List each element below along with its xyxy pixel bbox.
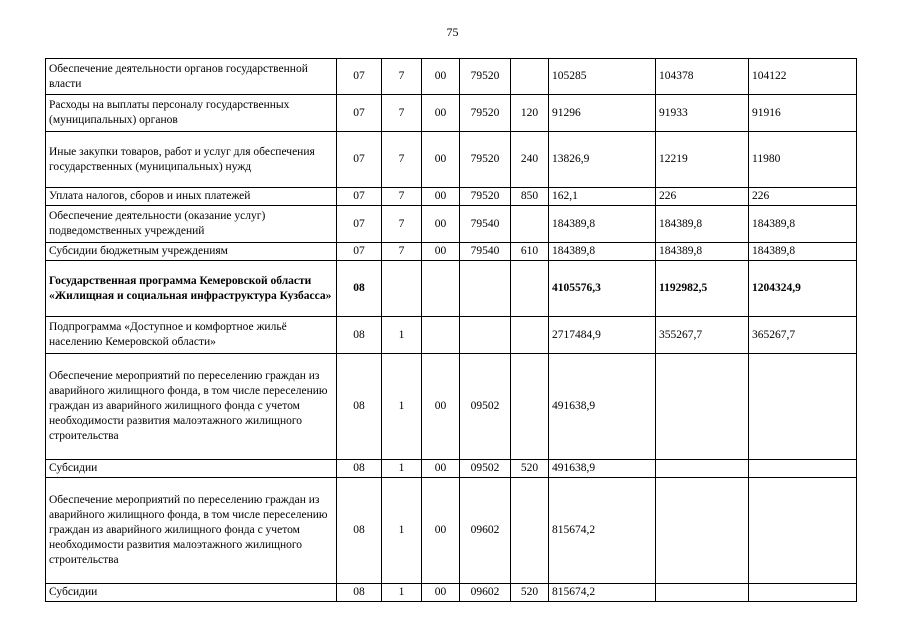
row-section: 07 bbox=[337, 243, 382, 261]
row-target-code: 09502 bbox=[460, 354, 511, 460]
row-section: 07 bbox=[337, 188, 382, 206]
row-program-code: 00 bbox=[422, 132, 460, 188]
table-row bbox=[46, 460, 857, 478]
row-target-code: 79540 bbox=[460, 243, 511, 261]
row-subsection: 7 bbox=[382, 132, 422, 188]
row-section: 07 bbox=[337, 59, 382, 95]
table-row bbox=[46, 354, 857, 460]
table-row bbox=[46, 317, 857, 354]
row-name: Обеспечение деятельности органов государственной власти bbox=[46, 59, 337, 95]
row-value-1: 2717484,9 bbox=[549, 317, 656, 354]
row-expense-type bbox=[511, 478, 549, 584]
row-value-3: 184389,8 bbox=[749, 206, 857, 243]
table-row bbox=[46, 243, 857, 261]
row-target-code bbox=[460, 261, 511, 317]
row-subsection: 1 bbox=[382, 478, 422, 584]
row-target-code: 79540 bbox=[460, 206, 511, 243]
row-name: Субсидии bbox=[46, 584, 337, 602]
row-name: Субсидии bbox=[46, 460, 337, 478]
row-section: 07 bbox=[337, 206, 382, 243]
row-expense-type: 610 bbox=[511, 243, 549, 261]
row-value-2 bbox=[656, 460, 749, 478]
row-value-3: 184389,8 bbox=[749, 243, 857, 261]
row-expense-type bbox=[511, 354, 549, 460]
row-expense-type: 520 bbox=[511, 460, 549, 478]
row-value-1: 105285 bbox=[549, 59, 656, 95]
row-expense-type: 850 bbox=[511, 188, 549, 206]
row-program-code: 00 bbox=[422, 354, 460, 460]
row-value-1: 4105576,3 bbox=[549, 261, 656, 317]
row-expense-type bbox=[511, 261, 549, 317]
row-value-1: 184389,8 bbox=[549, 206, 656, 243]
row-value-2 bbox=[656, 354, 749, 460]
table-row bbox=[46, 95, 857, 132]
row-name: Государственная программа Кемеровской области «Жилищная и социальная инфраструктура Кузбасса» bbox=[46, 261, 337, 317]
row-name: Субсидии бюджетным учреждениям bbox=[46, 243, 337, 261]
row-value-3: 1204324,9 bbox=[749, 261, 857, 317]
row-name: Уплата налогов, сборов и иных платежей bbox=[46, 188, 337, 206]
row-name: Обеспечение мероприятий по переселению граждан из аварийного жилищного фонда, в том числе переселению граждан из аварийного жилищного фонда с учетом необходимости развития малоэтажного жилищного строительства bbox=[46, 354, 337, 460]
row-expense-type: 520 bbox=[511, 584, 549, 602]
row-value-3: 104122 bbox=[749, 59, 857, 95]
row-target-code: 09602 bbox=[460, 478, 511, 584]
row-value-3 bbox=[749, 460, 857, 478]
row-value-1: 491638,9 bbox=[549, 460, 656, 478]
row-value-2: 104378 bbox=[656, 59, 749, 95]
row-expense-type bbox=[511, 317, 549, 354]
row-expense-type: 240 bbox=[511, 132, 549, 188]
row-value-1: 184389,8 bbox=[549, 243, 656, 261]
row-section: 08 bbox=[337, 261, 382, 317]
row-value-2: 1192982,5 bbox=[656, 261, 749, 317]
row-target-code: 09502 bbox=[460, 460, 511, 478]
row-subsection: 1 bbox=[382, 317, 422, 354]
row-program-code: 00 bbox=[422, 206, 460, 243]
row-program-code: 00 bbox=[422, 584, 460, 602]
row-program-code bbox=[422, 261, 460, 317]
row-value-2 bbox=[656, 584, 749, 602]
row-subsection: 7 bbox=[382, 243, 422, 261]
row-value-3: 91916 bbox=[749, 95, 857, 132]
row-subsection: 7 bbox=[382, 59, 422, 95]
row-program-code: 00 bbox=[422, 478, 460, 584]
table-row bbox=[46, 261, 857, 317]
row-name: Обеспечение мероприятий по переселению граждан из аварийного жилищного фонда, в том числе переселению граждан из аварийного жилищного фонда с учетом необходимости развития малоэтажного жилищного строительства bbox=[46, 478, 337, 584]
row-program-code bbox=[422, 317, 460, 354]
table-row bbox=[46, 59, 857, 95]
row-value-2: 184389,8 bbox=[656, 243, 749, 261]
row-subsection: 7 bbox=[382, 206, 422, 243]
row-name: Подпрограмма «Доступное и комфортное жильё населению Кемеровской области» bbox=[46, 317, 337, 354]
row-target-code: 79520 bbox=[460, 59, 511, 95]
row-value-1: 162,1 bbox=[549, 188, 656, 206]
row-subsection: 1 bbox=[382, 460, 422, 478]
row-subsection: 7 bbox=[382, 95, 422, 132]
row-name: Обеспечение деятельности (оказание услуг) подведомственных учреждений bbox=[46, 206, 337, 243]
table-row bbox=[46, 478, 857, 584]
row-target-code bbox=[460, 317, 511, 354]
row-value-2: 12219 bbox=[656, 132, 749, 188]
row-subsection: 7 bbox=[382, 188, 422, 206]
row-value-1: 815674,2 bbox=[549, 478, 656, 584]
row-section: 07 bbox=[337, 95, 382, 132]
row-value-1: 491638,9 bbox=[549, 354, 656, 460]
table-row bbox=[46, 206, 857, 243]
page-number: 75 bbox=[446, 25, 459, 39]
row-expense-type bbox=[511, 206, 549, 243]
row-section: 08 bbox=[337, 478, 382, 584]
row-program-code: 00 bbox=[422, 59, 460, 95]
row-section: 08 bbox=[337, 584, 382, 602]
row-section: 08 bbox=[337, 317, 382, 354]
row-program-code: 00 bbox=[422, 460, 460, 478]
row-program-code: 00 bbox=[422, 95, 460, 132]
row-name: Расходы на выплаты персоналу государственных (муниципальных) органов bbox=[46, 95, 337, 132]
row-value-2: 226 bbox=[656, 188, 749, 206]
row-value-3: 11980 bbox=[749, 132, 857, 188]
row-name: Иные закупки товаров, работ и услуг для обеспечения государственных (муниципальных) нужд bbox=[46, 132, 337, 188]
table-row bbox=[46, 188, 857, 206]
row-expense-type: 120 bbox=[511, 95, 549, 132]
row-value-1: 13826,9 bbox=[549, 132, 656, 188]
table-row bbox=[46, 132, 857, 188]
row-section: 08 bbox=[337, 354, 382, 460]
budget-table bbox=[45, 58, 857, 602]
row-target-code: 79520 bbox=[460, 95, 511, 132]
row-value-1: 91296 bbox=[549, 95, 656, 132]
row-value-3: 226 bbox=[749, 188, 857, 206]
row-target-code: 79520 bbox=[460, 188, 511, 206]
row-value-2: 91933 bbox=[656, 95, 749, 132]
row-value-3 bbox=[749, 354, 857, 460]
row-subsection bbox=[382, 261, 422, 317]
row-value-2: 355267,7 bbox=[656, 317, 749, 354]
table-row bbox=[46, 584, 857, 602]
row-subsection: 1 bbox=[382, 354, 422, 460]
row-value-2 bbox=[656, 478, 749, 584]
row-target-code: 09602 bbox=[460, 584, 511, 602]
row-section: 07 bbox=[337, 132, 382, 188]
row-subsection: 1 bbox=[382, 584, 422, 602]
row-value-3 bbox=[749, 478, 857, 584]
row-program-code: 00 bbox=[422, 188, 460, 206]
row-value-2: 184389,8 bbox=[656, 206, 749, 243]
row-target-code: 79520 bbox=[460, 132, 511, 188]
row-value-3: 365267,7 bbox=[749, 317, 857, 354]
row-expense-type bbox=[511, 59, 549, 95]
row-program-code: 00 bbox=[422, 243, 460, 261]
row-value-3 bbox=[749, 584, 857, 602]
row-value-1: 815674,2 bbox=[549, 584, 656, 602]
row-section: 08 bbox=[337, 460, 382, 478]
